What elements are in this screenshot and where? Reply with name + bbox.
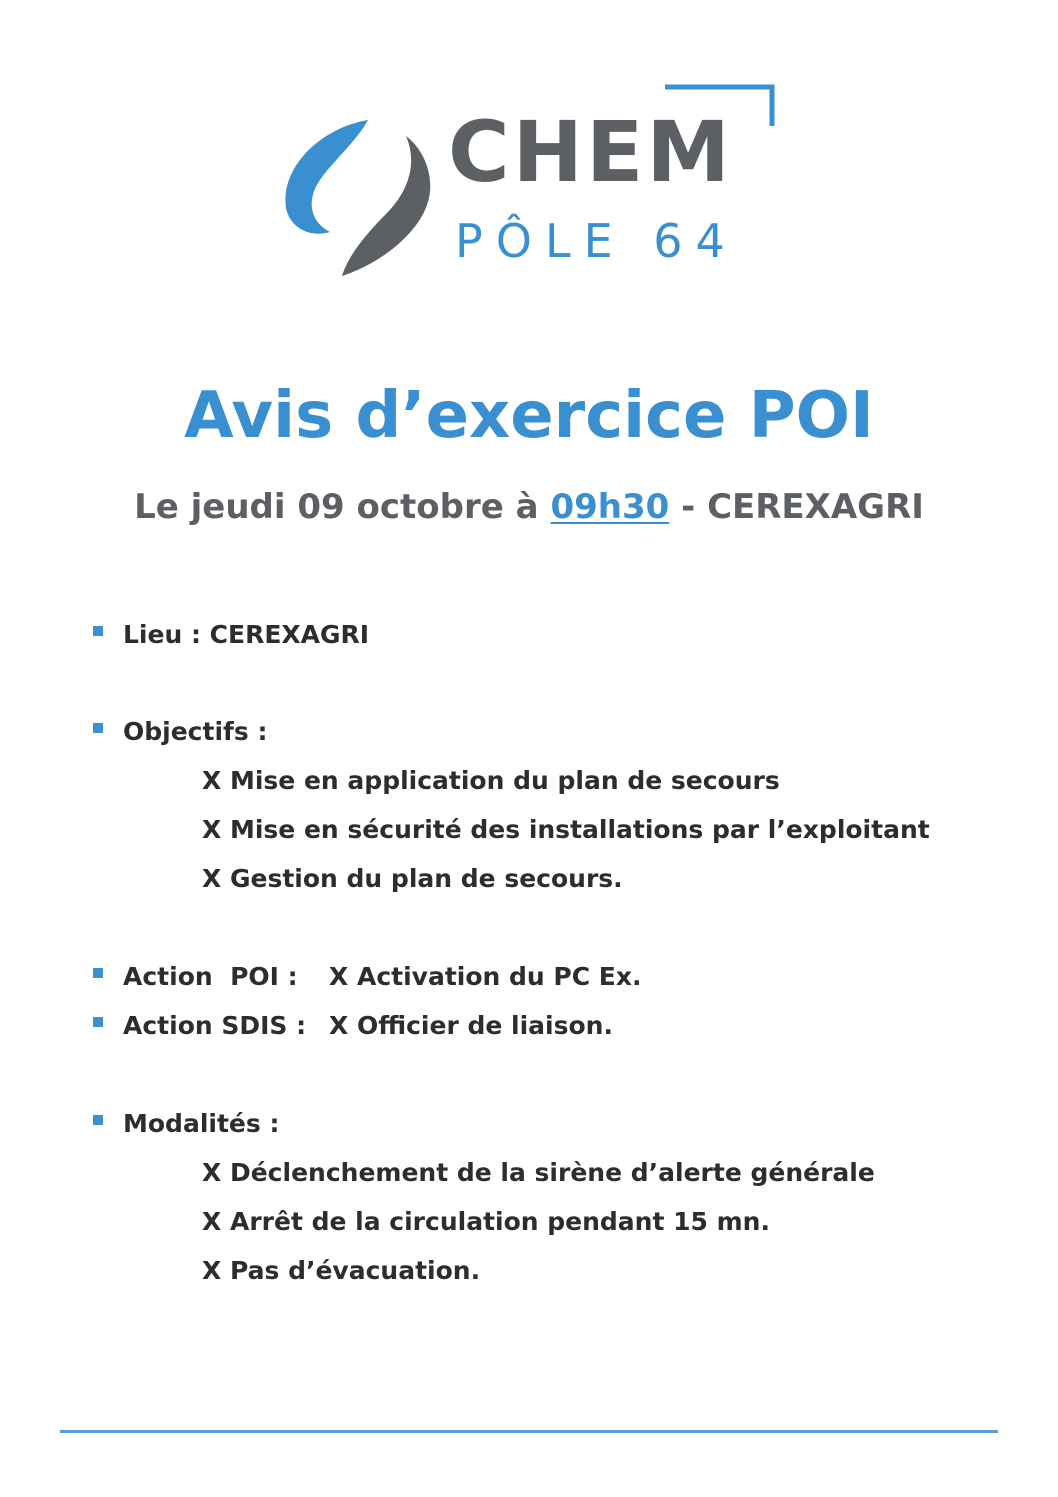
action-sdis-label: Action SDIS :	[123, 1011, 307, 1040]
chem-pole-64-logo	[280, 80, 780, 280]
site-name: - CEREXAGRI	[669, 487, 924, 527]
square-bullet-icon	[93, 723, 103, 733]
objectifs-heading: Objectifs :	[123, 717, 268, 746]
logo-gray-swirl	[342, 136, 430, 276]
square-bullet-icon	[93, 1017, 103, 1027]
logo-blue-swirl	[285, 120, 368, 234]
modalite-item: X Arrêt de la circulation pendant 15 mn.	[202, 1207, 770, 1236]
exercise-time: 09h30	[550, 487, 670, 527]
exercise-date-line	[0, 487, 1058, 527]
page-title: Avis d’exercice POI	[184, 379, 874, 453]
modalite-item: X Déclenchement de la sirène d’alerte générale	[202, 1158, 875, 1187]
action-poi-label: Action POI :	[123, 962, 298, 991]
objectif-item: X Mise en application du plan de secours	[202, 766, 780, 795]
action-poi-value: X Activation du PC Ex.	[329, 962, 642, 991]
logo-subtitle: PÔLE 64	[455, 214, 738, 268]
objectif-item: X Gestion du plan de secours.	[202, 864, 623, 893]
lieu-item: Lieu : CEREXAGRI	[123, 620, 370, 649]
modalite-item: X Pas d’évacuation.	[202, 1256, 481, 1285]
objectif-item: X Mise en sécurité des installations par l’exploitant	[202, 815, 930, 844]
square-bullet-icon	[93, 626, 103, 636]
action-sdis-value: X Officier de liaison.	[329, 1011, 613, 1040]
footer-divider	[60, 1430, 998, 1433]
logo-wordmark: CHEM	[448, 103, 733, 201]
square-bullet-icon	[93, 1115, 103, 1125]
date-text: Le jeudi 09 octobre à	[134, 487, 551, 527]
square-bullet-icon	[93, 968, 103, 978]
modalites-heading: Modalités :	[123, 1109, 280, 1138]
